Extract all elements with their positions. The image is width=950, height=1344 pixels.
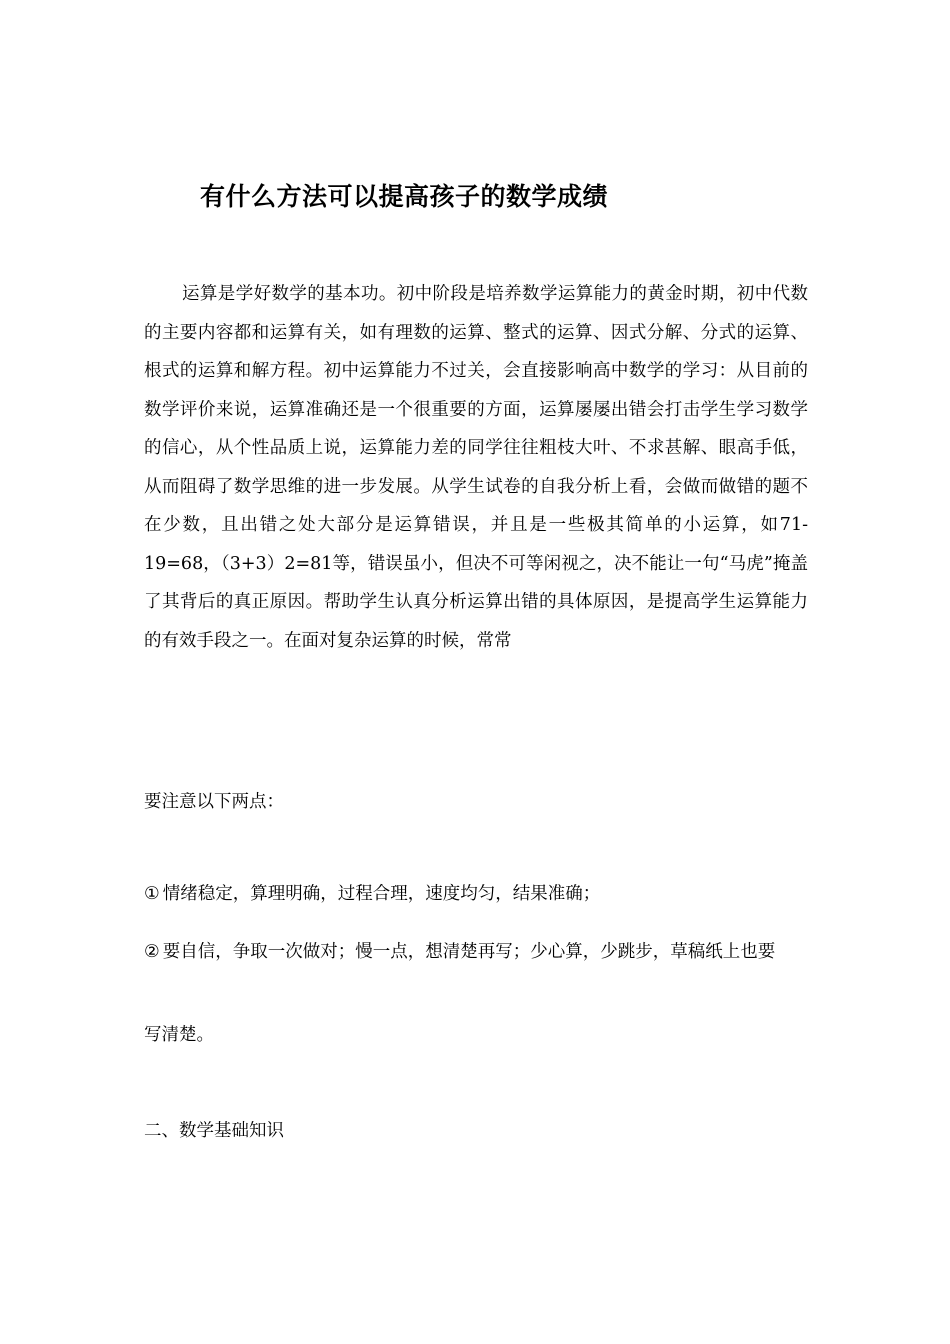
intro-paragraph: 运算是学好数学的基本功。初中阶段是培养数学运算能力的黄金时期，初中代数的主要内容都和运算有关，如有理数的运算、整式的运算、因式分解、分式的运算、根式的运算和解方程。初中运算能力不过关，会直接影响高中数学的学习：从目前的数学评价来说，运算准确还是一个很重要的方面，运算屡屡出错会打击学生学习数学的信心，从个性品质上说，运算能力差的同学往往粗枝大叶、不求甚解、眼高手低，从而阻碍了数学思维的进一步发展。从学生试卷的自我分析上看，会做而做错的题不在少数，且出错之处大部分是运算错误，并且是一些极其简单的小运算，如71-19=68，（3+3）2=81等，错误虽小，但决不可等闲视之，决不能让一句“马虎”掩盖了其背后的真正原因。帮助学生认真分析运算出错的具体原因，是提高学生运算能力的有效手段之一。在面对复杂运算的时候，常常: [144, 284, 808, 651]
point-text-2: 要自信，争取一次做对；慢一点，想清楚再写；少心算，少跳步，草稿纸上也要: [162, 942, 776, 962]
point-item-1: [144, 879, 808, 909]
continuation-line: 要注意以下两点：: [144, 792, 284, 812]
point-2-continuation: 写清楚。: [144, 1025, 214, 1045]
point-item-2: [144, 937, 808, 967]
section-heading: 二、数学基础知识: [144, 1121, 284, 1141]
circled-one-marker: ①: [144, 884, 160, 904]
circled-two-marker: ②: [144, 942, 160, 962]
point-text-1: 情绪稳定，算理明确，过程合理，速度均匀，结果准确；: [162, 884, 601, 904]
document-title: 有什么方法可以提高孩子的数学成绩: [200, 182, 609, 211]
